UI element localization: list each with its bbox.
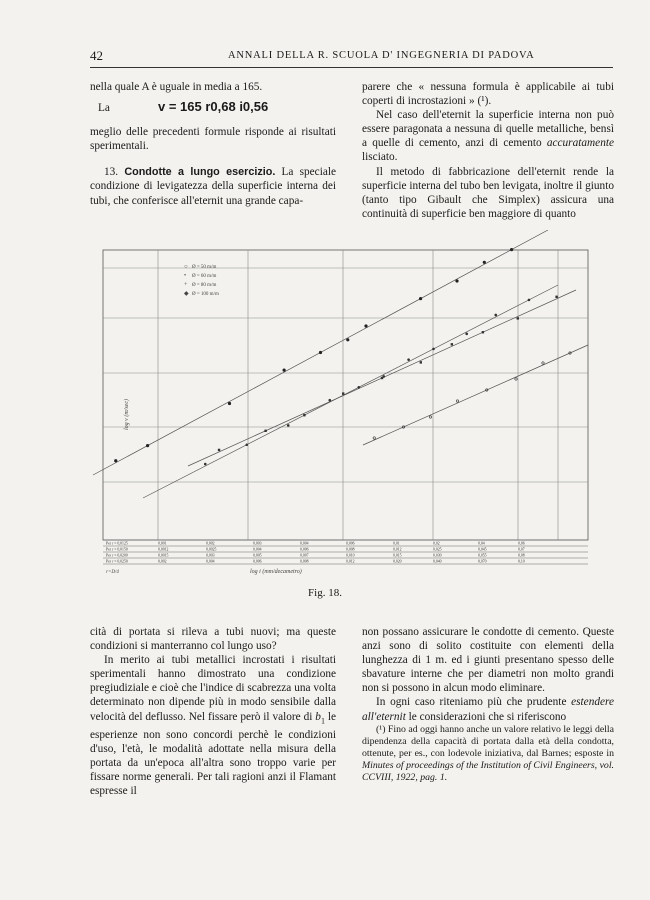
table-cell: 0,04 — [478, 541, 485, 546]
running-title: ANNALI DELLA R. SCUOLA D' INGEGNERIA DI PADOVA — [228, 50, 535, 61]
legend-marker: ◆ — [184, 291, 189, 297]
text-span: le considerazioni che si riferiscono — [405, 710, 567, 723]
data-point — [515, 378, 517, 380]
data-point — [420, 361, 422, 363]
regression-line — [363, 345, 588, 445]
table-cell: 0,003 — [206, 553, 215, 558]
data-points — [114, 248, 571, 465]
data-point — [483, 261, 486, 264]
legend-entry: Ø = 100 m/m — [192, 292, 219, 297]
legend — [184, 264, 219, 297]
footnote — [362, 724, 614, 784]
figure-18 — [88, 230, 598, 585]
table-cell: 0,055 — [478, 553, 487, 558]
data-point — [364, 324, 367, 327]
regression-line — [143, 285, 558, 498]
table-cell: 0,004 — [206, 559, 215, 564]
data-point — [328, 399, 331, 402]
table-cell: 0,0025 — [206, 547, 217, 552]
table-cell: 0,08 — [518, 553, 525, 558]
left-column-bottom — [90, 625, 336, 798]
table-cell: 0,012 — [346, 559, 355, 564]
data-point — [303, 414, 305, 416]
data-point — [283, 369, 286, 372]
text-span: le esperienze non sono concordi perchè le condizioni d'uso, l'età, le modalità adottate nella misura della portata da un'epoca all'altra sono troppo varie per fissare norme generali. Per tali ragioni anzi il Flamant espresse il — [90, 710, 337, 798]
table-cell: 0,025 — [433, 547, 442, 552]
section-text: La speciale condizione di levigatezza della superficie interna dei tubi, che conferisce all'eternit una grande capa- — [90, 166, 337, 207]
data-point — [429, 416, 431, 418]
data-point — [287, 424, 290, 427]
page-number: 42 — [90, 48, 103, 63]
data-point — [346, 338, 349, 341]
table-cell: 0,10 — [518, 559, 525, 564]
coefficient-table — [103, 540, 588, 565]
table-cell: 0,045 — [478, 547, 487, 552]
section-paragraph — [90, 165, 336, 207]
table-cell: 0,070 — [478, 559, 487, 564]
data-point — [228, 402, 231, 405]
table-cell: 0,020 — [393, 559, 402, 564]
text-span: In merito ai tubi metallici incrostati i risultati sperimentali hanno dimostrato una condizione pregiudiziale e cioè che l'indice di scabrezza una volta determinato non dipende più in modo sensibile dalla velocità del deflusso. Nel fissare però il valore di — [90, 654, 336, 723]
section-title: Condotte a lungo esercizio. — [124, 166, 276, 179]
data-point — [218, 449, 220, 451]
emphasis: estendere all'eternit — [362, 696, 614, 723]
table-cell: 0,040 — [433, 559, 442, 564]
table-cell: 0,0015 — [158, 553, 169, 558]
paragraph: meglio delle precedenti formule risponde ai risultati sperimentali. — [90, 126, 336, 153]
right-column-top — [362, 80, 614, 221]
table-row-label: Per r = 0,0125 — [106, 541, 128, 546]
paragraph: parere che « nessuna formula è applicabile ai tubi coperti di incrostazioni » (¹). — [362, 81, 614, 108]
table-cell: 0,030 — [433, 553, 442, 558]
table-cell: 0,015 — [393, 553, 402, 558]
data-point — [494, 314, 497, 317]
text-span: Nel caso dell'eternit la superficie interna non può essere paragonata a nessuna di quelle metalliche, bensì a quelle di cemento, anzi di cemento — [362, 109, 614, 150]
paragraph: Il metodo di fabbricazione dell'eternit rende la superficie interna del tubo ben levigata, inoltre il giunto (tanto tipo Gibault che Simplex) assicura una continuità di superficie ben maggiore di quanto — [362, 165, 614, 220]
legend-marker: ○ — [184, 264, 188, 270]
data-point — [555, 296, 557, 298]
table-cell: 0,004 — [253, 547, 262, 552]
table-cell: 0,0012 — [158, 547, 169, 552]
plot-grid — [103, 250, 588, 540]
data-point — [542, 362, 544, 364]
page-header — [90, 48, 613, 66]
data-point — [456, 400, 458, 402]
table-cell: 0,006 — [346, 541, 355, 546]
table-cell: 0,004 — [300, 541, 309, 546]
figure-caption: Fig. 18. — [308, 587, 342, 599]
table-cell: 0,008 — [346, 547, 355, 552]
plot-frame — [103, 250, 588, 540]
table-cell: 0,06 — [518, 541, 525, 546]
footnote-citation: Minutes of proceedings of the Institution of Civil Engineers, vol. CCVIII, 1922, pag. 1. — [362, 759, 614, 783]
data-point — [373, 437, 375, 439]
right-column-bottom — [362, 625, 614, 784]
data-point — [342, 392, 344, 394]
y-axis-label: log v (m/sec) — [124, 399, 130, 430]
left-column-top — [90, 80, 336, 208]
legend-entry: Ø = 60 m/m — [192, 274, 217, 279]
table-cell: 0,01 — [393, 541, 400, 546]
subscript: 1 — [320, 715, 325, 725]
data-point — [204, 463, 207, 466]
paragraph — [90, 653, 336, 798]
table-cell: 0,006 — [253, 559, 262, 564]
data-point — [419, 297, 422, 300]
legend-marker: • — [184, 273, 187, 279]
table-row-label: Per r = 0,0250 — [106, 559, 128, 564]
table-cell: 0,02 — [433, 541, 440, 546]
x-axis-label: log i (mm/decametro) — [250, 569, 302, 575]
data-point — [528, 299, 531, 302]
footnote-text: (¹) Fino ad oggi hanno anche un valore relativo le leggi della dipendenza della capacità di portata dalla età della condotta, ottenute, per es., con lodevole iniziativa, dal Barnes; esposte in — [362, 723, 614, 759]
formula-line — [90, 100, 336, 115]
formula-label: La — [98, 102, 110, 115]
emphasis: accuratamente — [546, 137, 614, 150]
text-span: lisciato. — [362, 151, 398, 164]
data-point — [455, 279, 458, 282]
data-point — [407, 358, 410, 361]
data-point — [146, 444, 149, 447]
paragraph — [362, 108, 614, 164]
table-cell: 0,002 — [206, 541, 215, 546]
table-row-label: Per r = 0,0200 — [106, 553, 128, 558]
symbol: b — [315, 710, 321, 723]
data-point — [358, 386, 361, 389]
text-span: In ogni caso riteniamo più che prudente — [376, 696, 572, 709]
table-cell: 0,007 — [300, 553, 309, 558]
legend-marker: + — [184, 282, 188, 288]
table-cell: 0,012 — [393, 547, 402, 552]
data-point — [264, 430, 266, 432]
paragraph: nella quale A è uguale in media a 165. — [90, 81, 263, 93]
data-point — [114, 459, 117, 462]
data-point — [517, 317, 519, 319]
paragraph: cità di portata si rileva a tubi nuovi; ma queste condizioni si manterranno col lungo uso? — [90, 626, 336, 653]
log-log-plot — [88, 230, 598, 585]
formula: v = 165 r0,68 i0,56 — [158, 99, 269, 115]
data-point — [245, 443, 248, 446]
paragraph: non possano assicurare le condotte di cemento. Queste anzi sono di solito costituite con elementi della lunghezza di 1 m. ed i giunti presentano spesso delle sbavature interne che per diametri non molto grandi non si possono in alcun modo eliminare. — [362, 626, 614, 695]
section-number: 13. — [104, 166, 119, 179]
table-cell: 0,002 — [158, 559, 167, 564]
table-cell: 0,001 — [158, 541, 167, 546]
table-cell: 0,010 — [346, 553, 355, 558]
table-cell: 0,003 — [253, 541, 262, 546]
legend-entry: Ø = 50 m/m — [192, 265, 217, 270]
data-point — [432, 348, 435, 351]
table-row-label: Per r = 0,0150 — [106, 547, 128, 552]
regression-lines — [93, 230, 588, 498]
table-cell: 0,07 — [518, 547, 525, 552]
corner-label: r=D/4 — [106, 570, 119, 575]
header-rule — [90, 67, 613, 68]
table-cell: 0,008 — [300, 559, 309, 564]
table-cell: 0,005 — [253, 553, 262, 558]
paragraph — [362, 695, 614, 723]
legend-entry: Ø = 80 m/m — [192, 283, 217, 288]
data-point — [482, 331, 484, 333]
data-point — [465, 333, 468, 336]
table-cell: 0,006 — [300, 547, 309, 552]
data-point — [451, 343, 453, 345]
data-point — [319, 351, 322, 354]
data-point — [510, 248, 513, 251]
data-point — [381, 377, 383, 379]
